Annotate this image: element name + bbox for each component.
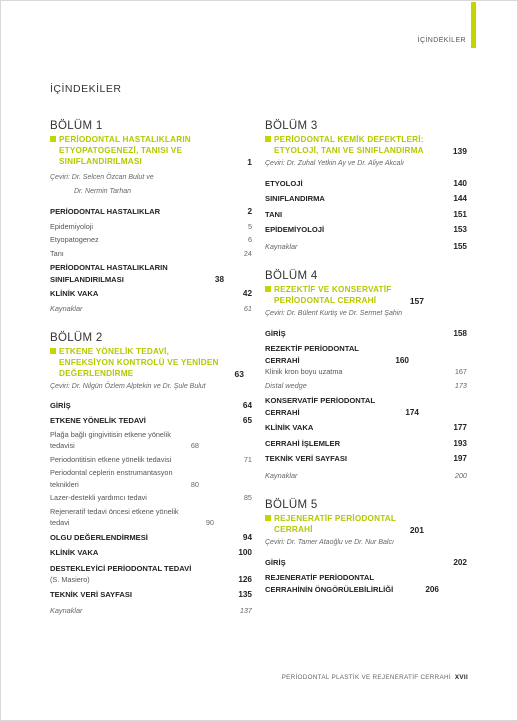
chapter-title-row[interactable] <box>265 134 467 156</box>
chapter-page: 1 <box>247 157 252 167</box>
toc-entry[interactable]: Klinik kron boyu uzatma 167 <box>265 367 467 376</box>
chapter-label: BÖLÜM 2 <box>50 332 103 344</box>
bullet-square-icon <box>265 286 271 292</box>
translator-credit: Dr. Nermin Tarhan <box>74 187 132 195</box>
accent-bar <box>471 2 476 48</box>
toc-entry[interactable]: OLGU DEĞERLENDİRMESİ 94 <box>50 532 252 542</box>
chapter-page: 139 <box>452 146 467 156</box>
chapter-title: PERİODONTAL HASTALIKLARIN ETYOPATOGENEZİ, TANISI VE SINIFLANDIRILMASI <box>59 135 191 166</box>
toc-entry[interactable]: TEKNİK VERİ SAYFASI 135 <box>50 589 252 599</box>
chapter-label: BÖLÜM 5 <box>265 499 318 511</box>
chapter-title: REJENERATİF PERİODONTAL CERRAHİ <box>274 514 396 534</box>
toc-entry[interactable]: Epidemiyoloji 5 <box>50 221 252 231</box>
toc-entry[interactable]: KLİNİK VAKA 177 <box>265 423 467 432</box>
toc-entry[interactable]: ETYOLOJİ 140 <box>265 178 467 188</box>
toc-entry[interactable]: KLİNİK VAKA 100 <box>50 548 252 557</box>
toc-entry[interactable]: EPİDEMİYOLOJİ 153 <box>265 225 467 234</box>
toc-entry[interactable]: Etyopatogenez 6 <box>50 235 252 244</box>
toc-entry[interactable]: Distal wedge 173 <box>265 380 467 390</box>
page-footer <box>282 674 468 681</box>
toc-entry[interactable]: CERRAHİ İŞLEMLER 193 <box>265 438 467 448</box>
toc-entry[interactable]: (S. Masiero) 126 <box>50 575 252 584</box>
toc-entry[interactable]: Rejeneratif tedavi öncesi etkene yönelik tedavi 90 <box>50 506 214 527</box>
footer-page-number: XVII <box>454 674 468 681</box>
toc-entry-references[interactable]: Kaynaklar 200 <box>265 470 467 480</box>
chapter-page: 63 <box>234 369 244 379</box>
left-column <box>50 120 252 617</box>
bullet-square-icon <box>50 348 56 354</box>
toc-entry[interactable]: REZEKTİF PERİODONTAL CERRAHİ 160 <box>265 344 409 365</box>
chapter-page: 201 <box>409 525 424 535</box>
chapter-5 <box>265 499 467 595</box>
toc-entry[interactable]: Lazer-destekli yardımcı tedavi 85 <box>50 493 252 502</box>
translator-credit: Çeviri: Dr. Tamer Ataoğlu ve Dr. Nur Balcı <box>265 539 394 546</box>
right-column <box>265 120 467 595</box>
toc-entry[interactable]: PERİODONTAL HASTALIKLAR 2 <box>50 207 252 216</box>
toc-entry[interactable]: DESTEKLEYİCİ PERİODONTAL TEDAVİ <box>50 563 192 573</box>
toc-entry[interactable]: KLİNİK VAKA 42 <box>50 289 252 298</box>
toc-entry[interactable]: TEKNİK VERİ SAYFASI 197 <box>265 454 467 463</box>
toc-entry[interactable]: PERİODONTAL HASTALIKLARIN SINIFLANDIRILMASI 38 <box>50 263 224 284</box>
chapter-page: 157 <box>409 296 424 306</box>
translator-credit: Çeviri: Dr. Bülent Kurtiş ve Dr. Sermet Şahin <box>265 310 403 317</box>
toc-entry[interactable]: Tanı 24 <box>50 248 252 258</box>
chapter-4 <box>265 270 467 481</box>
translator-credit: Çeviri: Dr. Zuhal Yetkin Ay ve Dr. Aliye Akcalı <box>265 160 404 167</box>
bullet-square-icon <box>265 136 271 142</box>
toc-entry[interactable]: GİRİŞ 64 <box>50 400 252 410</box>
chapter-3 <box>265 120 467 252</box>
chapter-2 <box>50 332 252 617</box>
toc-entry-references[interactable]: Kaynaklar 61 <box>50 303 252 313</box>
toc-entry[interactable]: REJENERATİF PERİODONTAL CERRAHİNİN ÖNGÖRÜLEBİLİRLİĞİ 206 <box>265 573 439 594</box>
chapter-1 <box>50 120 252 314</box>
running-header: İÇİNDEKİLER <box>417 37 466 44</box>
footer-book-title: PERİODONTAL PLASTİK VE REJENERATİF CERRAHİ <box>281 674 451 681</box>
toc-entry[interactable]: KONSERVATİF PERİODONTAL CERRAHİ 174 <box>265 396 419 417</box>
chapter-title: REZEKTİF VE KONSERVATİF PERİODONTAL CERRAHİ <box>274 285 392 305</box>
translator-credit: Çeviri: Dr. Nilgün Özlem Alptekin ve Dr. Şule Bulut <box>50 383 206 390</box>
chapter-title-row[interactable] <box>265 513 467 535</box>
translator-credit: Çeviri: Dr. Selcen Özcan Bulut ve <box>50 174 154 181</box>
toc-entry-references[interactable]: Kaynaklar 137 <box>50 606 252 615</box>
chapter-title-row[interactable] <box>50 346 252 379</box>
toc-entry[interactable]: TANI 151 <box>265 209 467 219</box>
bullet-square-icon <box>265 515 271 521</box>
chapter-label: BÖLÜM 1 <box>50 120 103 132</box>
toc-entry-references[interactable]: Kaynaklar 155 <box>265 241 467 251</box>
chapter-label: BÖLÜM 3 <box>265 120 318 132</box>
toc-entry[interactable]: Plağa bağlı gingivitisin etkene yönelik tedavisi 68 <box>50 429 199 450</box>
toc-entry[interactable]: GİRİŞ 202 <box>265 557 467 567</box>
chapter-label: BÖLÜM 4 <box>265 270 318 282</box>
bullet-square-icon <box>50 136 56 142</box>
chapter-title-row[interactable] <box>265 284 467 306</box>
toc-entry[interactable]: ETKENE YÖNELİK TEDAVİ 65 <box>50 416 252 425</box>
toc-entry[interactable]: Periodontitisin etkene yönelik tedavisi 71 <box>50 454 252 464</box>
toc-entry[interactable]: Periodontal ceplerin enstrumantasyon teknikleri 80 <box>50 468 199 489</box>
chapter-title-row[interactable] <box>50 134 252 167</box>
toc-entry[interactable]: GİRİŞ 158 <box>265 328 467 338</box>
toc-entry[interactable]: SINIFLANDIRMA 144 <box>265 194 467 203</box>
page-title: İÇİNDEKİLER <box>50 83 122 95</box>
chapter-title: PERİODONTAL KEMİK DEFEKTLERİ: ETYOLOJİ, TANI VE SINIFLANDIRMA <box>274 135 424 155</box>
chapter-title: ETKENE YÖNELİK TEDAVİ, ENFEKSİYON KONTROLÜ VE YENİDEN DEĞERLENDİRME <box>59 347 219 378</box>
